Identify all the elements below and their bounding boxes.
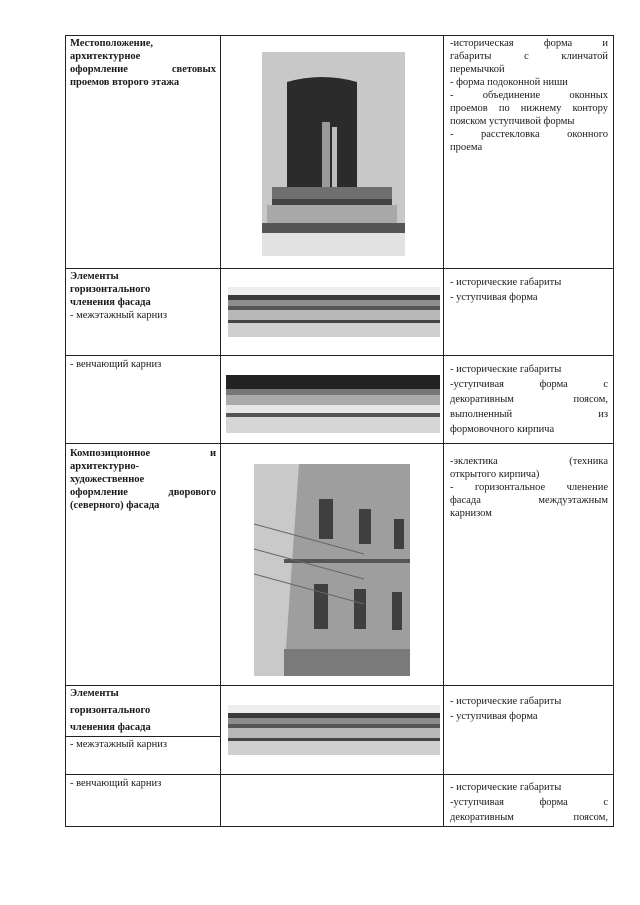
- row-6-label-line: - венчающий карниз: [70, 778, 162, 789]
- desc-line: проемов по нижнему контору: [450, 103, 608, 114]
- desc-line: открытого кирпича): [450, 469, 540, 480]
- row-5-label-line: Элементы: [70, 688, 119, 699]
- cornice-photo: [228, 287, 440, 337]
- desc-line: - исторические габариты: [450, 696, 562, 707]
- cornice-photo-2: [228, 705, 440, 755]
- row-divider: [65, 736, 220, 737]
- row-5-label-line: членения фасада: [70, 722, 151, 733]
- desc-line: - исторические габариты: [450, 782, 562, 793]
- desc-line: -уступчивая форма с: [450, 797, 608, 808]
- desc-line: - расстекловка оконного: [450, 129, 608, 140]
- desc-line: перемычкой: [450, 64, 505, 75]
- row-2-label-line: - межэтажный карниз: [70, 310, 167, 321]
- table-border-top: [65, 35, 614, 36]
- desc-line: - форма подоконной ниши: [450, 77, 568, 88]
- row-5-label-line: горизонтального: [70, 705, 151, 716]
- row-4-label-line: оформление дворового: [70, 487, 216, 498]
- row-4-label-line: Композиционное и: [70, 448, 216, 459]
- row-2-label-line: горизонтального: [70, 284, 151, 295]
- crowning-cornice-photo: [226, 375, 440, 433]
- desc-line: - уступчивая форма: [450, 711, 538, 722]
- row-1-label-line: Местоположение,: [70, 38, 154, 49]
- desc-line: -эклектика (техника: [450, 456, 608, 467]
- desc-line: -историческая форма и: [450, 38, 608, 49]
- desc-line: фасада междуэтажным: [450, 495, 608, 506]
- column-divider: [220, 35, 221, 827]
- row-divider: [65, 268, 614, 269]
- desc-line: пояском уступчивой формы: [450, 116, 575, 127]
- row-divider: [65, 355, 614, 356]
- row-1-label-line: архитектурное: [70, 51, 141, 62]
- row-3-label-line: - венчающий карниз: [70, 359, 162, 370]
- row-2-label-line: членения фасада: [70, 297, 151, 308]
- column-divider: [443, 35, 444, 827]
- table-border-right: [613, 35, 614, 827]
- desc-line: декоративным поясом,: [450, 812, 608, 823]
- desc-line: выполненный из: [450, 409, 608, 420]
- table-border-left: [65, 35, 66, 827]
- desc-line: карнизом: [450, 508, 492, 519]
- row-divider: [65, 774, 614, 775]
- desc-line: декоративным поясом,: [450, 394, 608, 405]
- courtyard-facade-photo: [254, 464, 410, 676]
- row-1-label-line: оформление световых: [70, 64, 216, 75]
- desc-line: - исторические габариты: [450, 277, 562, 288]
- desc-line: - горизонтальное членение: [450, 482, 608, 493]
- desc-line: формовочного кирпича: [450, 424, 555, 435]
- row-4-label-line: (северного) фасада: [70, 500, 160, 511]
- row-2-label-line: Элементы: [70, 271, 119, 282]
- row-4-label-line: архитектурно-: [70, 461, 140, 472]
- table-border-bottom: [65, 826, 614, 827]
- desc-line: -уступчивая форма с: [450, 379, 608, 390]
- row-1-label-line: проемов второго этажа: [70, 77, 180, 88]
- row-divider: [65, 685, 614, 686]
- desc-line: габариты с клинчатой: [450, 51, 608, 62]
- desc-line: - уступчивая форма: [450, 292, 538, 303]
- row-5-label-line: - межэтажный карниз: [70, 739, 167, 750]
- desc-line: проема: [450, 142, 483, 153]
- desc-line: - объединение оконных: [450, 90, 608, 101]
- row-4-label-line: художественное: [70, 474, 145, 485]
- desc-line: - исторические габариты: [450, 364, 562, 375]
- row-divider: [65, 443, 614, 444]
- window-photo: [262, 52, 405, 256]
